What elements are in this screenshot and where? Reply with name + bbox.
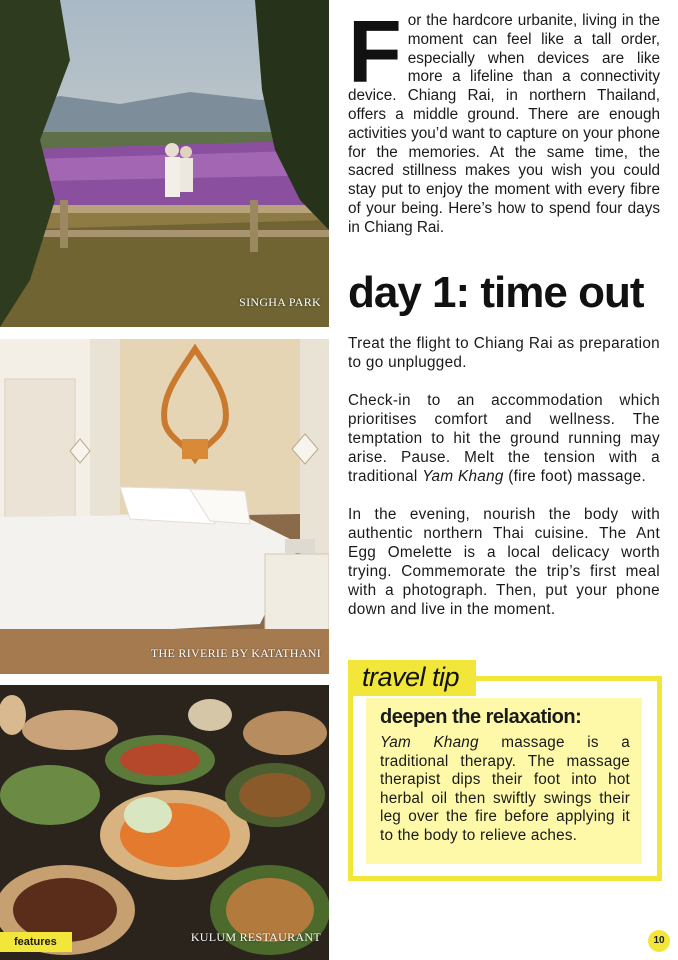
tip-italic: Yam Khang xyxy=(380,734,479,751)
day1-paragraph-2 xyxy=(348,391,660,486)
page-number: 10 xyxy=(648,930,670,952)
intro-text: or the hardcore urbanite, living in the moment can feel like a tall order, especially when devices are like more a lifeline than a connectivity device. Chiang Rai, in northern Thailand, offers a middle ground. There are enough activities you’d want to capture on your phone for the memories. At the same time, the sacred stillness makes you wish you could stay put to enjoy the moment with every fibre of your being. Here’s how to spend four days in Chiang Rai. xyxy=(348,12,660,236)
travel-tip-title: deepen the relaxation: xyxy=(380,706,582,728)
day1-paragraph-3: In the evening, nourish the body with authentic northern Thai cuisine. The Ant Egg Omelette is a local delicacy worth trying. Commemorate the trip’s first meal with a photograph. Then, put your phone down and live in the moment. xyxy=(348,506,660,618)
caption-kulum: KULUM RESTAURANT xyxy=(190,930,321,944)
drop-cap: F xyxy=(348,2,402,101)
section-heading-day1: day 1: time out xyxy=(348,268,644,317)
park-image xyxy=(0,0,329,327)
travel-tip-label: travel tip xyxy=(362,662,460,692)
room-image xyxy=(0,339,329,674)
food-image xyxy=(0,685,329,960)
intro-paragraph xyxy=(348,2,660,238)
day1-paragraph-1: Treat the flight to Chiang Rai as preparation to go unplugged. xyxy=(348,335,660,371)
caption-riverie: THE RIVERIE BY KATATHANI xyxy=(150,646,321,660)
day1-p2-italic: Yam Khang xyxy=(422,468,504,485)
photo-riverie xyxy=(0,339,329,674)
photo-singha-park xyxy=(0,0,329,327)
photo-kulum-restaurant xyxy=(0,685,329,960)
day1-p2-text: Check-in to an accommodation which prioritises comfort and wellness. The temptation to hit the ground running may arise. Pause. Melt the tension with a traditional xyxy=(348,392,660,485)
day1-p2-tail: (fire foot) massage. xyxy=(503,468,647,485)
caption-singha-park: SINGHA PARK xyxy=(239,295,321,309)
tip-text: massage is a traditional therapy. The massage therapist dips their foot into hot herbal oil then swiftly swings their leg over the fire before applying it to the body to relieve aches. xyxy=(380,734,630,844)
travel-tip-body xyxy=(380,734,630,846)
day1-body xyxy=(348,334,660,638)
section-label: features xyxy=(0,932,72,952)
